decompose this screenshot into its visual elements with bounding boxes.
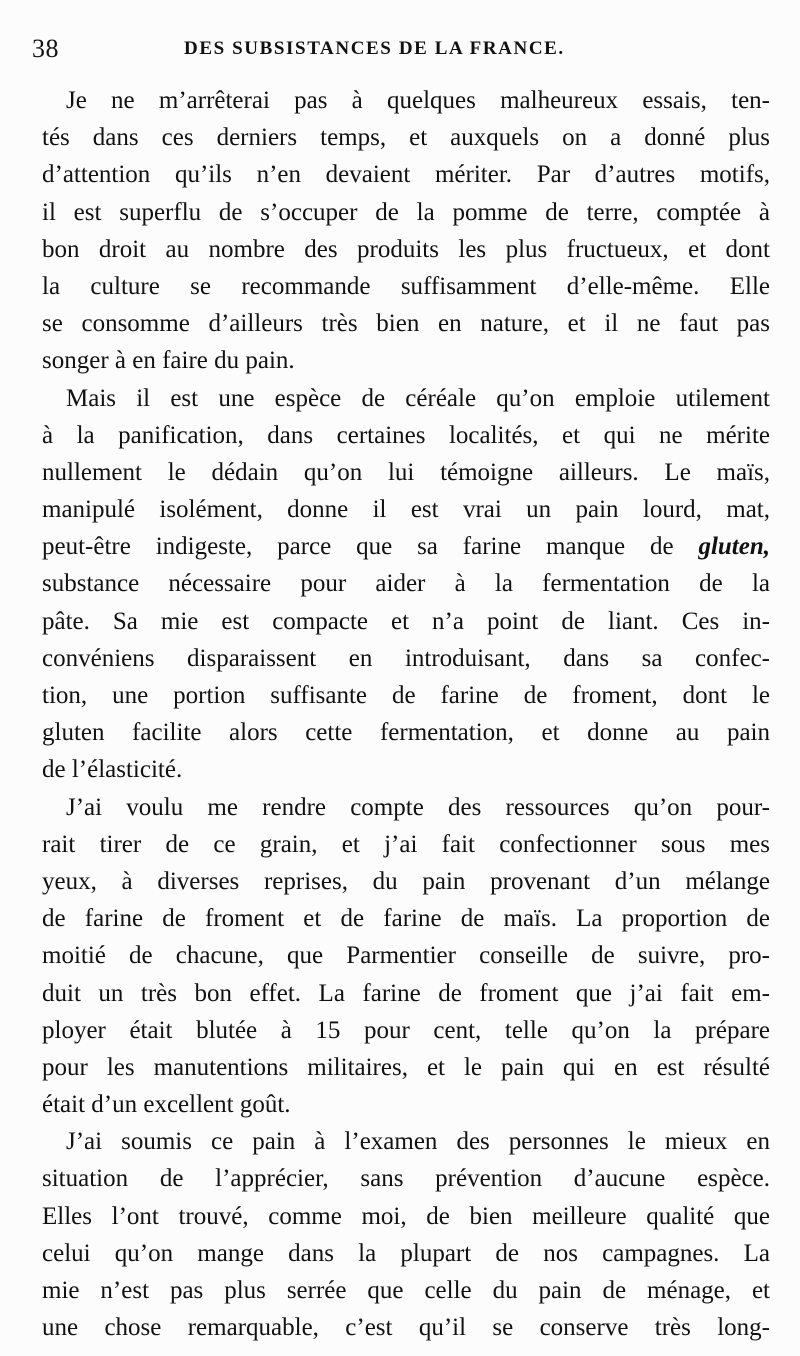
text-line-content: une chose remarquable, c’est qu’il se conserve très long- xyxy=(42,1314,770,1342)
text-line-content: Mais il est une espèce de céréale qu’on emploie utilement xyxy=(66,384,770,412)
text-line-content: gluten facilite alors cette fermentation, et donne au pain xyxy=(42,719,770,747)
body-text xyxy=(42,82,770,1346)
text-line xyxy=(42,231,770,268)
text-line xyxy=(42,1272,770,1309)
text-line-content: moitié de chacune, que Parmentier conseille de suivre, pro- xyxy=(42,942,770,970)
text-line xyxy=(42,937,770,974)
text-line xyxy=(42,380,770,417)
text-line xyxy=(42,677,770,714)
text-line xyxy=(42,1049,770,1086)
page-number: 38 xyxy=(32,34,59,63)
text-line xyxy=(42,603,770,640)
text-line-content: Je ne m’arrêterai pas à quelques malheureux essais, ten- xyxy=(66,87,770,114)
text-line xyxy=(42,714,770,751)
text-line xyxy=(42,156,770,193)
text-line xyxy=(42,751,770,788)
running-head xyxy=(32,34,752,66)
text-line xyxy=(42,1198,770,1235)
text-line-content: peut-être indigeste, parce que sa farine manque de xyxy=(42,533,699,561)
text-line xyxy=(42,975,770,1012)
text-line xyxy=(42,565,770,602)
text-line-content: nullement le dédain qu’on lui témoigne ailleurs. Le maïs, xyxy=(42,458,770,486)
text-line-content: mie n’est pas plus serrée que celle du pain de ménage, et xyxy=(42,1277,770,1304)
text-line-content: J’ai soumis ce pain à l’examen des personnes le mieux en xyxy=(66,1128,770,1156)
text-line xyxy=(42,863,770,900)
text-line-content: convéniens disparaissent en introduisant, dans sa confec- xyxy=(42,644,770,672)
text-line-content: de farine de froment et de farine de maïs. La proportion de xyxy=(42,905,770,933)
text-line-content: situation de l’apprécier, sans prévention d’aucune espèce. xyxy=(42,1165,770,1193)
text-line xyxy=(42,1086,770,1123)
text-line-content: de l’élasticité. xyxy=(42,756,183,784)
text-line-content: duit un très bon effet. La farine de froment que j’ai fait em- xyxy=(42,979,770,1007)
text-line xyxy=(42,342,770,379)
text-line xyxy=(42,1235,770,1272)
text-line xyxy=(42,528,770,565)
text-line-content: songer à en faire du pain. xyxy=(42,347,295,375)
text-line-content: ployer était blutée à 15 pour cent, telle qu’on la prépare xyxy=(42,1016,770,1044)
text-line xyxy=(42,417,770,454)
text-line-content: celui qu’on mange dans la plupart de nos campagnes. La xyxy=(42,1239,770,1267)
text-line-content: Elles l’ont trouvé, comme moi, de bien meilleure qualité que xyxy=(42,1202,770,1230)
text-line xyxy=(42,305,770,342)
text-line-content: tion, une portion suffisante de farine de froment, dont le xyxy=(42,682,770,709)
text-line xyxy=(42,1012,770,1049)
text-line-content: d’attention qu’ils n’en devaient mériter. Par d’autres motifs, xyxy=(42,161,770,189)
text-line xyxy=(42,454,770,491)
running-title: DES SUBSISTANCES DE LA FRANCE. xyxy=(184,38,565,59)
italic-term: gluten, xyxy=(698,533,770,561)
text-line-content: pâte. Sa mie est compacte et n’a point de liant. Ces in- xyxy=(42,607,770,635)
text-line-content: tés dans ces derniers temps, et auxquels on a donné plus xyxy=(42,124,770,152)
text-line-content: était d’un excellent goût. xyxy=(42,1091,291,1119)
text-line-content: rait tirer de ce grain, et j’ai fait confectionner sous mes xyxy=(42,830,770,858)
text-line xyxy=(42,194,770,231)
text-line xyxy=(42,900,770,937)
text-line xyxy=(42,119,770,156)
text-line xyxy=(42,826,770,863)
text-line-content: pour les manutentions militaires, et le pain qui en est résulté xyxy=(42,1053,770,1081)
text-line-content: substance nécessaire pour aider à la fermentation de la xyxy=(42,570,770,598)
text-line xyxy=(42,789,770,826)
text-line xyxy=(42,268,770,305)
text-line-content: se consomme d’ailleurs très bien en nature, et il ne faut pas xyxy=(42,310,770,338)
text-line xyxy=(42,491,770,528)
text-line xyxy=(42,1160,770,1197)
text-line-content: yeux, à diverses reprises, du pain provenant d’un mélange xyxy=(42,867,770,895)
text-line-content: il est superflu de s’occuper de la pomme de terre, comptée à xyxy=(42,198,770,226)
text-line xyxy=(42,1123,770,1160)
text-line-content: manipulé isolément, donne il est vrai un pain lourd, mat, xyxy=(42,496,770,524)
text-line xyxy=(42,82,770,119)
text-line-content: bon droit au nombre des produits les plus fructueux, et dont xyxy=(42,235,770,263)
text-line xyxy=(42,640,770,677)
text-line xyxy=(42,1309,770,1346)
text-line-content: J’ai voulu me rendre compte des ressources qu’on pour- xyxy=(66,793,770,821)
text-line-content: à la panification, dans certaines localités, et qui ne mérite xyxy=(42,421,770,449)
text-line-content: la culture se recommande suffisamment d’elle-même. Elle xyxy=(42,272,770,300)
